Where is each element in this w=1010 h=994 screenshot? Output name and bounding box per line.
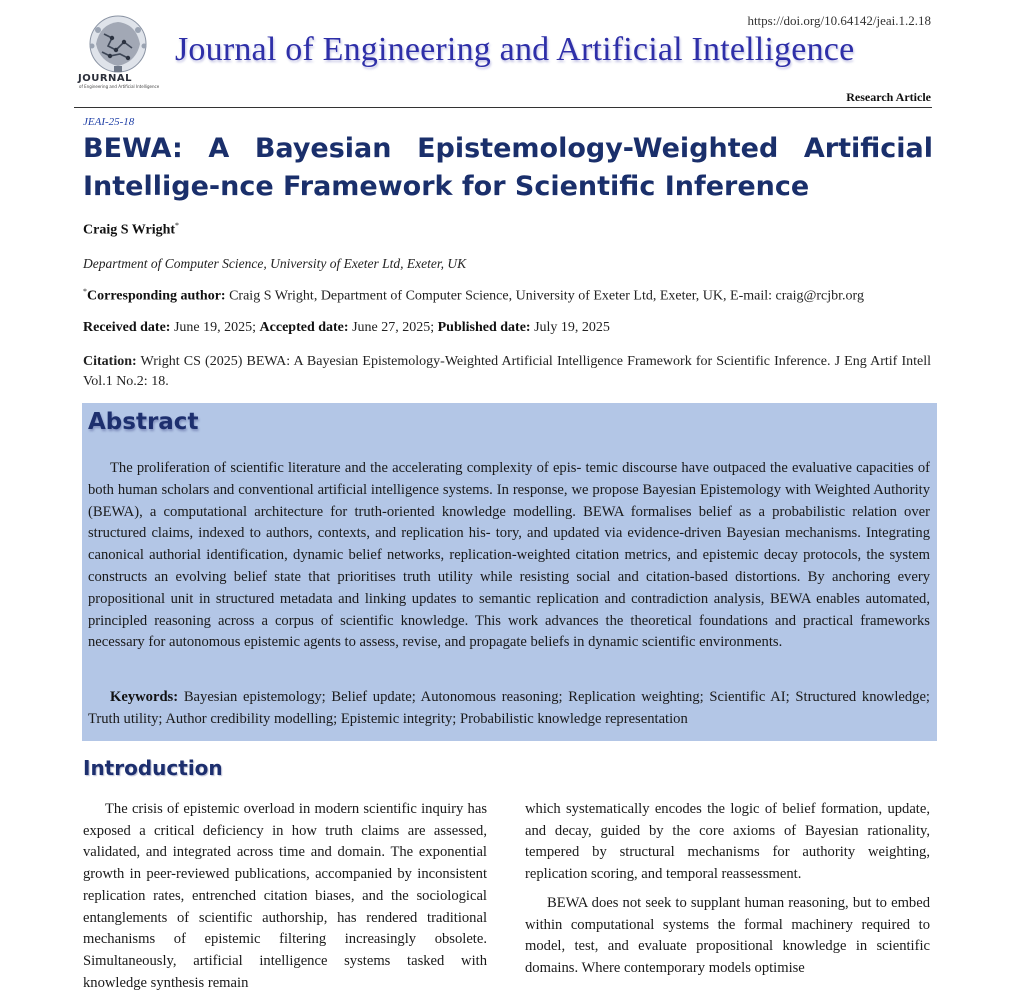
received-label: Received date: (83, 320, 171, 335)
citation (83, 352, 931, 392)
citation-label: Citation: (83, 354, 137, 369)
introduction-right-column (525, 799, 930, 980)
abstract-heading: Abstract (88, 409, 199, 435)
header-divider (74, 107, 932, 108)
logo-subtext: of Engineering and Artificial Intelligence (79, 84, 160, 89)
keywords-label: Keywords: (110, 689, 179, 705)
journal-title: Journal of Engineering and Artificial Intelligence (175, 31, 855, 68)
introduction-left-column (83, 799, 487, 994)
corresponding-author (83, 287, 864, 305)
article-dates (83, 320, 610, 336)
citation-text: Wright CS (2025) BEWA: A Bayesian Epistemology-Weighted Artificial Intelligence Framework for Scientific Inference. J Eng Artif Intell Vol.1 No.2: 18. (83, 354, 931, 389)
logo-wordmark: JOURNAL (78, 73, 133, 84)
article-title: BEWA: A Bayesian Epistemology-Weighted Artificial Intellige-nce Framework for Scientific Inference (83, 133, 933, 202)
article-type: Research Article (846, 90, 931, 104)
intro-paragraph-left: The crisis of epistemic overload in modern scientific inquiry has exposed a critical deficiency in how truth claims are assessed, validated, and integrated across time and domain. The exponential growth in peer-reviewed publications, accompanied by inconsistent replication rates, entrenched citation biases, and the sociological entanglements of scientific authorship, has rendered traditional mechanisms of epistemic filtering increasingly obsolete. Simultaneously, artificial intelligence systems tasked with knowledge synthesis remain (83, 801, 487, 991)
accepted-label: Accepted date: (259, 320, 349, 335)
abstract-section (82, 403, 937, 741)
author-name (83, 221, 179, 239)
doi-link[interactable]: https://doi.org/10.64142/jeai.1.2.18 (747, 13, 931, 28)
keywords-text: Bayesian epistemology; Belief update; Autonomous reasoning; Replication weighting; Scientific AI; Structured knowledge; Truth utility; Author credibility modelling; Epistemic integrity; Probabilistic knowledge representation (88, 689, 930, 727)
keywords (88, 687, 930, 731)
article-id: JEAI-25-18 (83, 116, 135, 128)
author-name-text: Craig S Wright (83, 222, 176, 238)
corresponding-label: Corresponding author: (87, 288, 226, 304)
intro-paragraph-right-1: which systematically encodes the logic of belief formation, update, and decay, guided by the core axioms of Bayesian rationality, tempered by structural mechanisms for authority weighting, replication scoring, and temporal reassessment. (525, 801, 930, 883)
received-date: June 19, 2025; (170, 320, 260, 335)
author-affiliation: Department of Computer Science, University of Exeter Ltd, Exeter, UK (83, 256, 467, 271)
corresponding-mark: * (83, 287, 87, 296)
abstract-text: The proliferation of scientific literature and the accelerating complexity of epis- temic discourse have outpaced the evaluative capacities of both human scholars and conventional artificial intelligence systems. In response, we propose Bayesian Epistemology with Weighted Authority (BEWA), a computational architecture for truth-oriented knowledge modelling. BEWA formalises belief as a probabilistic relation over structured claims, indexed to authors, contexts, and replication his- tory, and updated via evidence-driven Bayesian mechanisms. Integrating canonical authorial identification, dynamic belief networks, replication-weighted citation metrics, and epistemic decay protocols, the system constructs an evolving belief state that prioritises truth utility while resisting social and citation-based distortions. By anchoring every propositional unit in structured metadata and linking updates to semantic replication and contradiction analysis, BEWA enables automated, principled reasoning across a corpus of scientific knowledge. This work advances the theoretical foundations and practical frameworks necessary for autonomous epistemic agents to assess, revise, and propagate beliefs in dynamic scientific environments. (88, 460, 930, 651)
published-date: July 19, 2025 (530, 320, 610, 335)
published-label: Published date: (437, 320, 531, 335)
introduction-heading: Introduction (83, 756, 223, 780)
accepted-date: June 27, 2025; (348, 320, 438, 335)
author-mark: * (175, 221, 180, 230)
intro-paragraph-right-2: BEWA does not seek to supplant human reasoning, but to embed within computational systems the formal machinery required to model, test, and evaluate propositional knowledge in scientific domains. Where contemporary models optimise (525, 894, 930, 976)
corresponding-text: Craig S Wright, Department of Computer Science, University of Exeter Ltd, Exeter, UK, E-mail: craig@rcjbr.org (225, 288, 864, 304)
